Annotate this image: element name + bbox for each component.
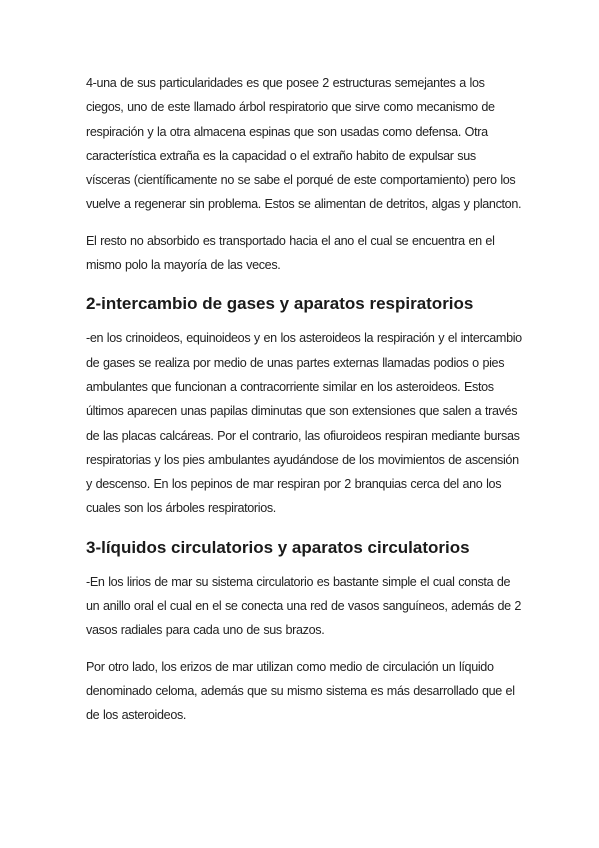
paragraph-lirios-de-mar: -En los lirios de mar su sistema circulatorio es bastante simple el cual consta de un anillo oral el cual en el se conecta una red de vasos sanguíneos, además de 2 vasos radiales para cada uno de sus brazos. [86, 574, 522, 638]
paragraph-respiracion: -en los crinoideos, equinoideos y en los asteroideos la respiración y el intercambio de gases se realiza por medio de unas partes externas llamadas podios o pies ambulantes que funcionan a contracorriente similar en los asteroideos. Estos últimos aparecen unas papilas diminutas que son extensiones que salen a través de las placas calcáreas. Por el contrario, las ofiuroideos respiran mediante bursas respiratorias y los pies ambulantes ayudándose de los movimientos de ascensión y descenso. En los pepinos de mar respiran por 2 branquias cerca del ano los cuales son los árboles respiratorios. [86, 331, 522, 516]
heading-liquidos-circulatorios: 3-líquidos circulatorios y aparatos circulatorios [86, 537, 470, 557]
heading-intercambio-de-gases: 2-intercambio de gases y aparatos respiratorios [86, 294, 474, 314]
paragraph-erizos-de-mar: Por otro lado, los erizos de mar utilizan como medio de circulación un líquido denominado celoma, además que su mismo sistema es más desarrollado que el de los asteroideos. [86, 659, 515, 723]
document-body [86, 71, 522, 728]
paragraph-pepinos-de-mar: 4-una de sus particularidades es que posee 2 estructuras semejantes a los ciegos, uno de este llamado árbol respiratorio que sirve como mecanismo de respiración y la otra almacena espinas que son usadas como defensa. Otra característica extraña es la capacidad o el extraño habito de expulsar sus vísceras (científicamente no se sabe el porqué de este comportamiento) pero los vuelve a regenerar sin problema. Estos se alimentan de detritos, algas y plancton. [86, 76, 522, 212]
paragraph-resto-no-absorbido: El resto no absorbido es transportado hacia el ano el cual se encuentra en el mismo polo la mayoría de las veces. [86, 233, 495, 273]
